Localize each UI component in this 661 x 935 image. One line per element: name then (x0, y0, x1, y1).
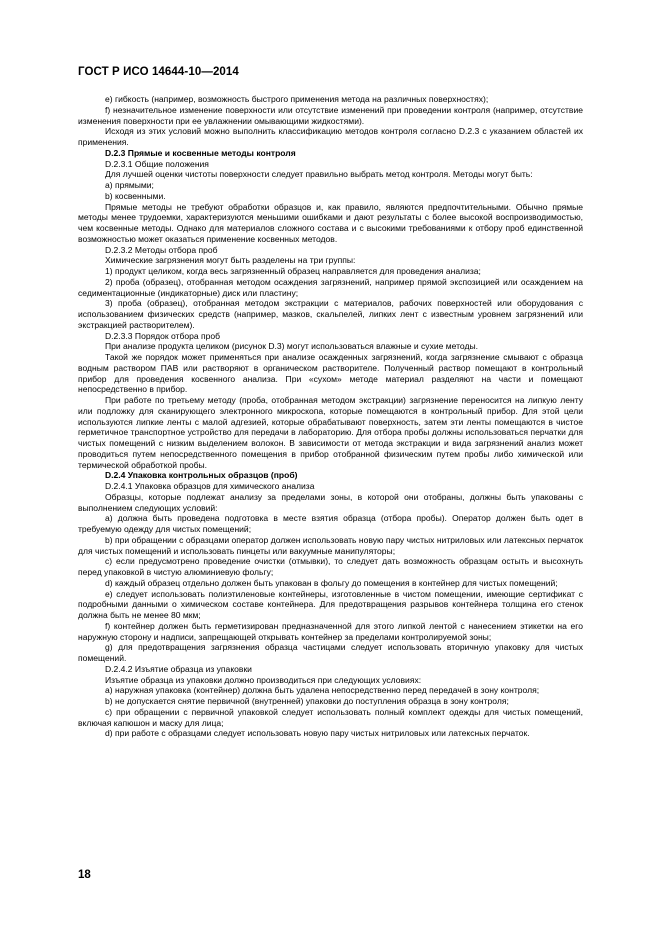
list-item: 3) проба (образец), отобранная методом экстракции с материалов, рабочих поверхностей или оборудования с использованием физических средств (например, мазков, скальпелей, липких лент с известным уровнем загрязнений или экстракцией растворителем). (78, 298, 583, 330)
section-heading: D.2.3 Прямые и косвенные методы контроля (105, 147, 296, 158)
list-item: b) не допускается снятие первичной (внутренней) упаковки до поступления образца в зону контроля; (105, 696, 509, 706)
subsection-heading: D.2.3.2 Методы отбора проб (105, 244, 218, 255)
page-number: 18 (78, 869, 91, 881)
paragraph: При работе по третьему методу (проба, отобранная методом экстракции) загрязнение переносится на липкую ленту или подложку для сканирующего электронного микроскопа, которые помещаются в контрольный прибор. Для этой цели используются липкие ленты с малой адгезией, которые обрабатывают поверхность, затем эти ленты помещаются в чистое герметичное транспортное устройство для передачи в лабораторию. Для отбора пробы должны использоваться перчатки для чистых помещений с низким выделением волокон. В зависимости от метода экстракции и вида загрязнений анализ может проводиться путем непосредственного помещения в прибор отобранной физическим путем пробы либо химической или термической обработкой пробы. (78, 395, 583, 470)
list-item: f) незначительное изменение поверхности или отсутствие изменений при проведении контроля (например, отсутствие изменения поверхности при ее увлажнении омывающими жидкостями). (78, 104, 583, 126)
list-item: а) должна быть проведена подготовка в месте взятия образца (отбора пробы). Оператор должен быть одет в требуемую одежду для чистых помещений; (78, 513, 583, 534)
subsection-heading: D.2.4.2 Изъятие образца из упаковки (105, 663, 252, 674)
document-header: ГОСТ Р ИСО 14644-10—2014 (78, 66, 239, 78)
list-item: f) контейнер должен быть герметизирован предназначенной для этого липкой лентой с нанесением этикетки на его наружную сторону и надписи, запрещающей открывать контейнер за пределами контролируемой зоны; (78, 620, 583, 642)
list-item: d) каждый образец отдельно должен быть упакован в фольгу до помещения в контейнер для чистых помещений; (105, 577, 558, 588)
list-item: а) наружная упаковка (контейнер) должна быть удалена непосредственно перед передачей в зону контроля; (105, 685, 540, 696)
subsection-heading: D.2.3.3 Порядок отбора проб (105, 330, 221, 341)
paragraph: Прямые методы не требуют обработки образцов и, как правило, являются предпочтительными. Обычно прямые методы менее трудоемки, характеризуются меньшими ошибками и дают результаты с более высокой воспроизводимостью, чем косвенные методы. Однако для материалов сложного состава и с высокими требованиями к отбору проб единственной возможностью может оказаться применение косвенных методов. (78, 201, 583, 244)
list-item: 1) продукт целиком, когда весь загрязненный образец направляется для проведения анализа; (105, 266, 481, 276)
paragraph: Для лучшей оценки чистоты поверхности следует правильно выбрать метод контроля. Методы могут быть: (105, 169, 533, 180)
paragraph: Образцы, которые подлежат анализу за пределами зоны, в которой они отобраны, должны быть упакованы с выполнением следующих условий: (78, 491, 583, 513)
paragraph: Исходя из этих условий можно выполнить классификацию методов контроля согласно D.2.3 с указанием областей их применения. (78, 126, 583, 147)
section-heading: D.2.4 Упаковка контрольных образцов (проб) (105, 470, 298, 481)
document-body (78, 94, 583, 739)
paragraph: Такой же порядок может применяться при анализе осажденных загрязнений, когда загрязнение смывают с образца водным раствором ПАВ или растворяют в органическом растворителе. Полученный раствор помещают в контрольный прибор для проведения косвенного анализа. При «сухом» методе материал разделяют на части и помещают непосредственно в прибор. (78, 352, 583, 395)
list-item: d) при работе с образцами следует использовать новую пару чистых нитриловых или латексных перчаток. (105, 728, 530, 739)
paragraph: Изъятие образца из упаковки должно производиться при следующих условиях: (105, 674, 422, 685)
list-item: e) гибкость (например, возможность быстрого применения метода на различных поверхностях); (105, 94, 489, 104)
paragraph: Химические загрязнения могут быть разделены на три группы: (105, 255, 356, 266)
list-item: c) при обращении с первичной упаковкой следует использовать полный комплект одежды для чистых помещений, включая капюшон и маску для лица; (78, 706, 583, 728)
list-item: c) если предусмотрено проведение очистки (отмывки), то следует дать возможность образцам остыть и высохнуть перед упаковкой в чистую алюминиевую фольгу; (78, 556, 583, 577)
subsection-heading: D.2.3.1 Общие положения (105, 158, 209, 169)
list-item: b) при обращении с образцами оператор должен использовать новую пару чистых нитриловых или латексных перчаток для чистых помещений и использовать пинцеты или вакуумные манипуляторы; (78, 534, 583, 556)
list-item: b) косвенными. (105, 190, 166, 201)
list-item: 2) проба (образец), отобранная методом осаждения загрязнений, например прямой экспозицией или осаждением на седиментационные (индикаторные) диск или пластину; (78, 276, 583, 298)
list-item: e) следует использовать полиэтиленовые контейнеры, изготовленные в чистом помещении, имеющие сертификат с подробными данными о химическом составе контейнера. Для предотвращения разрывов контейнера толщина его стенок должна быть не менее 80 мкм; (78, 588, 583, 620)
subsection-heading: D.2.4.1 Упаковка образцов для химического анализа (105, 481, 315, 491)
list-item: а) прямыми; (105, 180, 154, 190)
paragraph: При анализе продукта целиком (рисунок D.3) могут использоваться влажные и сухие методы. (105, 341, 478, 352)
list-item: g) для предотвращения загрязнения образца частицами следует использовать вторичную упаковку для чистых помещений. (78, 642, 583, 663)
